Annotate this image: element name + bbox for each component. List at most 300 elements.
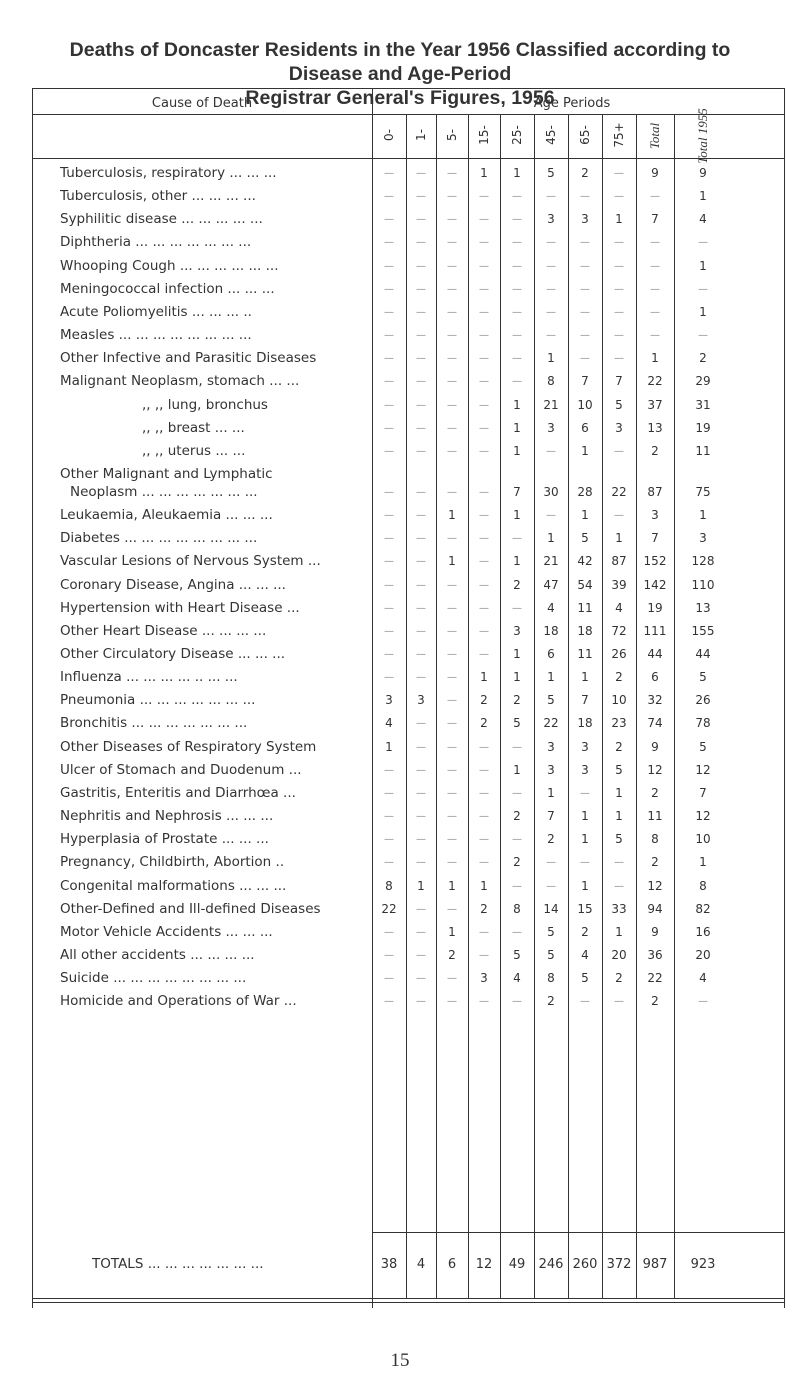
cause-label: Meningococcal infection ... ... ...	[60, 280, 275, 297]
table-cell: 3	[581, 762, 589, 777]
cause-label: Gastritis, Enteritis and Diarrhœa ...	[60, 784, 296, 801]
table-cell: —	[416, 168, 426, 179]
table-cell: 2	[480, 716, 488, 731]
table-row	[32, 231, 784, 254]
table-cell: —	[384, 926, 394, 938]
table-row	[32, 736, 784, 759]
table-cell: —	[447, 486, 457, 498]
table-cell: 3	[581, 212, 589, 227]
table-cell: 10	[577, 397, 593, 412]
table-cell: 15	[577, 901, 593, 916]
title-line-3: Registrar General's Figures, 1956	[245, 87, 555, 109]
table-cell: 8	[513, 901, 521, 916]
column-header-9: Total	[647, 122, 662, 150]
table-cell: 12	[647, 762, 663, 777]
table-cell: 87	[647, 484, 663, 499]
table-bottom-border-1	[32, 1298, 784, 1299]
table-cell: —	[546, 260, 556, 272]
table-cell: 3	[547, 762, 555, 777]
table-cell: —	[546, 330, 556, 342]
cause-label: ,, ,, breast ... ...	[142, 419, 245, 436]
table-row	[32, 301, 784, 324]
table-cell: —	[479, 764, 489, 776]
cause-label: Nephritis and Nephrosis ... ... ...	[60, 808, 274, 825]
table-cell: 37	[647, 397, 663, 412]
table-cell: —	[384, 625, 394, 637]
table-cell: —	[580, 260, 590, 272]
table-cell: —	[447, 834, 457, 846]
table-cell: —	[479, 579, 489, 591]
totals-cell: 12	[475, 1257, 493, 1272]
table-cell: —	[479, 996, 489, 1008]
table-right-border	[784, 88, 785, 1308]
table-cell: —	[512, 926, 522, 938]
table-cell: 1	[448, 878, 456, 893]
table-cell: 1	[581, 443, 589, 458]
table-cell: 21	[543, 397, 559, 412]
table-cell: —	[479, 625, 489, 637]
column-header-5: 25-	[510, 125, 524, 145]
table-cell: 111	[643, 623, 667, 638]
totals-cell: 372	[606, 1257, 632, 1272]
table-cell: —	[384, 260, 394, 272]
table-cell: 5	[615, 762, 623, 777]
table-cell: 9	[699, 166, 707, 180]
table-cell: 1	[651, 351, 659, 366]
table-cell: —	[416, 926, 426, 938]
table-row	[32, 370, 784, 393]
table-cell: —	[546, 510, 556, 522]
cause-label: Hypertension with Heart Disease ...	[60, 599, 300, 616]
table-cell: 2	[651, 443, 659, 458]
table-cell: 5	[513, 716, 521, 731]
table-cell: 19	[695, 420, 711, 435]
table-cell: 4	[385, 716, 393, 731]
table-cell: 12	[695, 762, 711, 777]
table-cell: 4	[547, 600, 555, 615]
totals-row	[32, 1256, 784, 1279]
table-cell: —	[447, 330, 457, 342]
table-cell: —	[512, 214, 522, 226]
table-cell: 3	[547, 739, 555, 754]
table-cell: —	[512, 787, 522, 799]
table-cell: —	[698, 237, 708, 249]
table-cell: 2	[513, 855, 521, 870]
table-cell: 128	[691, 554, 715, 569]
table-cell: 2	[513, 809, 521, 824]
table-cell: —	[416, 330, 426, 342]
table-cell: 6	[581, 420, 589, 435]
table-cell: —	[479, 283, 489, 295]
table-cell: 14	[543, 901, 559, 916]
table-cell: —	[447, 533, 457, 545]
column-header-1: 0-	[382, 129, 396, 141]
table-cell: 22	[647, 374, 663, 389]
table-cell: —	[546, 237, 556, 249]
table-cell: 23	[611, 716, 627, 731]
table-cell: —	[479, 649, 489, 660]
table-cell: 2	[480, 693, 488, 708]
table-row	[32, 278, 784, 301]
table-cell: —	[416, 764, 426, 776]
table-cell: —	[416, 602, 426, 614]
table-cell: —	[580, 191, 590, 203]
table-cell: 82	[695, 901, 711, 916]
column-header-divider	[32, 158, 784, 159]
table-cell: 5	[615, 832, 623, 847]
table-cell: —	[447, 422, 457, 434]
table-row	[32, 162, 784, 185]
table-cell: 1	[480, 670, 488, 685]
table-cell: —	[416, 811, 426, 823]
table-bottom-border-2	[32, 1302, 784, 1303]
table-cell: —	[698, 283, 708, 295]
table-cell: 142	[643, 577, 667, 592]
table-row	[32, 324, 784, 347]
cause-label: Other Malignant and Lymphatic	[60, 465, 273, 482]
table-cell: —	[650, 330, 660, 342]
table-cell: —	[512, 880, 522, 892]
cause-label: Other Diseases of Respiratory System	[60, 738, 317, 755]
table-cell: —	[384, 168, 394, 179]
table-cell: 3	[651, 508, 659, 523]
table-cell: —	[384, 330, 394, 342]
table-cell: —	[614, 283, 624, 295]
table-cell: —	[479, 556, 489, 568]
table-cell: —	[650, 260, 660, 272]
table-cell: —	[384, 399, 394, 411]
table-cell: 21	[543, 554, 559, 569]
cause-of-death-header: Cause of Death	[151, 96, 253, 111]
table-cell: 19	[647, 600, 663, 615]
table-row	[32, 185, 784, 208]
table-cell: —	[416, 741, 426, 753]
table-cell: —	[447, 695, 457, 707]
table-cell: 1	[480, 166, 488, 180]
table-cell: —	[546, 445, 556, 457]
table-cell: —	[512, 741, 522, 753]
table-cell: 8	[385, 878, 393, 893]
table-cell: 5	[547, 166, 555, 180]
table-cell: —	[614, 168, 624, 179]
table-cell: 9	[651, 166, 659, 180]
cause-label: Suicide ... ... ... ... ... ... ... ...	[60, 970, 247, 987]
table-cell: 4	[615, 600, 623, 615]
table-cell: —	[546, 857, 556, 869]
table-cell: 78	[695, 716, 711, 731]
table-cell: 2	[480, 901, 488, 916]
table-cell: —	[546, 880, 556, 892]
cause-label: Acute Poliomyelitis ... ... ... ..	[60, 303, 252, 320]
cause-label: Whooping Cough ... ... ... ... ... ...	[60, 257, 279, 274]
table-cell: 3	[547, 212, 555, 227]
table-cell: 7	[615, 374, 623, 389]
table-cell: —	[384, 579, 394, 591]
table-cell: —	[479, 811, 489, 823]
table-cell: 2	[581, 924, 589, 939]
table-cell: 54	[577, 577, 593, 592]
table-row	[32, 550, 784, 573]
table-cell: 39	[611, 577, 627, 592]
table-row	[32, 208, 784, 231]
table-cell: —	[384, 672, 394, 684]
table-cell: 2	[615, 670, 623, 685]
table-cell: 22	[647, 971, 663, 986]
table-cell: —	[614, 857, 624, 869]
table-cell: —	[512, 353, 522, 365]
table-cell: 2	[651, 785, 659, 800]
table-cell: —	[580, 857, 590, 869]
table-cell: —	[416, 191, 426, 203]
table-cell: —	[479, 353, 489, 365]
table-cell: —	[614, 996, 624, 1008]
table-row	[32, 828, 784, 851]
totals-cell: 4	[416, 1257, 426, 1272]
table-cell: 1	[513, 762, 521, 777]
cause-label: ,, ,, uterus ... ...	[142, 442, 246, 459]
table-cell: —	[384, 602, 394, 614]
totals-cell: 49	[508, 1257, 526, 1272]
cause-label: Motor Vehicle Accidents ... ... ...	[60, 923, 273, 940]
table-cell: —	[384, 973, 394, 985]
column-header-6: 45-	[544, 125, 558, 145]
table-cell: 42	[577, 554, 593, 569]
table-cell: 7	[547, 809, 555, 824]
table-cell: —	[447, 283, 457, 295]
table-cell: 1	[547, 670, 555, 685]
table-cell: 4	[581, 947, 589, 962]
table-cell: 3	[385, 693, 393, 708]
totals-cell: 260	[572, 1257, 598, 1272]
table-row	[32, 463, 784, 504]
table-cell: —	[614, 445, 624, 457]
table-cell: —	[512, 330, 522, 342]
table-cell: —	[512, 260, 522, 272]
table-cell: 3	[417, 693, 425, 708]
totals-cell: 38	[380, 1257, 398, 1272]
table-cell: 5	[581, 531, 589, 546]
table-cell: 12	[647, 878, 663, 893]
table-cell: —	[416, 718, 426, 730]
table-cell: 36	[647, 947, 663, 962]
table-cell: —	[384, 306, 394, 318]
table-row	[32, 620, 784, 643]
table-cell: 1	[448, 554, 456, 569]
table-cell: 18	[577, 716, 593, 731]
cause-label: Diabetes ... ... ... ... ... ... ... ...	[60, 530, 258, 547]
table-cell: 1	[581, 508, 589, 523]
table-cell: —	[580, 330, 590, 342]
table-cell: —	[447, 237, 457, 249]
column-header-2: 1-	[414, 129, 428, 141]
table-cell: —	[416, 787, 426, 799]
table-cell: 22	[543, 716, 559, 731]
table-cell: —	[479, 399, 489, 411]
table-cell: —	[479, 926, 489, 938]
table-cell: 3	[547, 420, 555, 435]
table-cell: —	[416, 556, 426, 568]
cause-label: Pregnancy, Childbirth, Abortion ..	[60, 854, 285, 871]
table-cell: 20	[695, 947, 711, 962]
table-cell: 74	[647, 716, 663, 731]
table-cell: 1	[448, 924, 456, 939]
table-cell: —	[580, 237, 590, 249]
table-cell: —	[479, 422, 489, 434]
table-cell: —	[416, 260, 426, 272]
cause-label: ,, ,, lung, bronchus	[142, 396, 268, 413]
table-row	[32, 574, 784, 597]
table-cell: 28	[577, 484, 593, 499]
table-cell: —	[479, 533, 489, 545]
table-cell: —	[447, 857, 457, 869]
table-cell: —	[384, 353, 394, 365]
table-cell: —	[580, 353, 590, 365]
table-cell: —	[479, 260, 489, 272]
table-cell: —	[447, 399, 457, 411]
table-cell: 10	[695, 832, 711, 847]
table-cell: —	[447, 741, 457, 753]
table-cell: 1	[699, 508, 707, 523]
cause-label: Ulcer of Stomach and Duodenum ...	[60, 761, 302, 778]
table-cell: 2	[581, 166, 589, 180]
table-cell: 5	[615, 397, 623, 412]
table-row	[32, 440, 784, 463]
age-periods-header: Age Periods	[533, 96, 611, 111]
table-cell: 26	[611, 647, 627, 661]
table-cell: —	[447, 903, 457, 915]
totals-cell: 987	[642, 1257, 668, 1272]
table-cell: 11	[695, 443, 711, 458]
table-cell: 5	[547, 924, 555, 939]
table-cell: —	[416, 445, 426, 457]
table-cell: 18	[543, 623, 559, 638]
table-cell: —	[384, 237, 394, 249]
table-cell: —	[384, 811, 394, 823]
table-cell: 1	[417, 878, 425, 893]
totals-label: TOTALS ... ... ... ... ... ... ...	[92, 1256, 264, 1272]
table-row	[32, 527, 784, 550]
table-cell: —	[416, 486, 426, 498]
table-cell: 3	[513, 623, 521, 638]
table-cell: —	[614, 353, 624, 365]
column-header-8: 75+	[612, 122, 626, 148]
table-cell: —	[416, 903, 426, 915]
table-cell: —	[384, 857, 394, 869]
table-cell: —	[479, 949, 489, 961]
table-cell: 33	[611, 901, 627, 916]
table-cell: 1	[513, 443, 521, 458]
table-cell: —	[650, 237, 660, 249]
table-row	[32, 944, 784, 967]
table-cell: 2	[699, 351, 707, 366]
totals-top-rule	[372, 1232, 784, 1233]
table-cell: 44	[647, 647, 663, 661]
table-cell: 2	[615, 971, 623, 986]
table-cell: 2	[448, 947, 456, 962]
table-cell: —	[384, 787, 394, 799]
table-cell: 5	[699, 670, 707, 685]
cause-label: Bronchitis ... ... ... ... ... ... ...	[60, 715, 248, 732]
table-cell: 8	[547, 971, 555, 986]
table-cell: —	[416, 996, 426, 1008]
table-row	[32, 255, 784, 278]
table-cell: 2	[651, 855, 659, 870]
table-cell: —	[384, 949, 394, 961]
table-cell: 32	[647, 693, 663, 708]
table-row	[32, 875, 784, 898]
table-cell: 1	[615, 531, 623, 546]
table-cell: 1	[385, 739, 393, 754]
table-cell: —	[384, 214, 394, 226]
cause-label: Influenza ... ... ... ... .. ... ...	[60, 669, 238, 686]
table-cell: —	[416, 422, 426, 434]
table-row	[32, 782, 784, 805]
table-cell: —	[447, 625, 457, 637]
table-cell: —	[580, 283, 590, 295]
table-cell: 3	[699, 531, 707, 546]
totals-cell: 246	[538, 1257, 564, 1272]
table-row	[32, 597, 784, 620]
table-cell: 26	[695, 693, 711, 708]
table-cell: 5	[581, 971, 589, 986]
table-cell: —	[384, 191, 394, 203]
table-cell: —	[650, 283, 660, 295]
cause-label: Coronary Disease, Angina ... ... ...	[60, 576, 286, 593]
table-cell: —	[512, 996, 522, 1008]
table-cell: —	[447, 973, 457, 985]
table-cell: —	[479, 214, 489, 226]
table-cell: 7	[581, 374, 589, 389]
table-row	[32, 504, 784, 527]
table-row	[32, 394, 784, 417]
table-cell: —	[416, 214, 426, 226]
table-cell: 3	[480, 971, 488, 986]
table-cell: —	[512, 306, 522, 318]
table-cell: 87	[611, 554, 627, 569]
table-cell: —	[447, 353, 457, 365]
table-cell: —	[479, 445, 489, 457]
table-cell: —	[447, 649, 457, 660]
table-cell: —	[384, 422, 394, 434]
table-cell: 2	[615, 739, 623, 754]
table-cell: —	[447, 811, 457, 823]
table-cell: —	[479, 510, 489, 522]
cause-label: Other Heart Disease ... ... ... ...	[60, 622, 267, 639]
table-row	[32, 898, 784, 921]
cause-label: Malignant Neoplasm, stomach ... ...	[60, 373, 300, 390]
table-cell: —	[512, 834, 522, 846]
table-top-border	[32, 88, 784, 89]
table-cell: 4	[699, 212, 707, 227]
table-cell: —	[479, 741, 489, 753]
totals-cell: 923	[690, 1257, 716, 1272]
cause-label: Diphtheria ... ... ... ... ... ... ...	[60, 234, 252, 251]
table-cell: 1	[581, 878, 589, 893]
table-cell: 1	[448, 508, 456, 523]
table-cell: —	[416, 834, 426, 846]
cause-label: All other accidents ... ... ... ...	[60, 946, 255, 963]
table-cell: 6	[651, 670, 659, 685]
cause-label: Tuberculosis, respiratory ... ... ...	[60, 165, 277, 181]
table-cell: 8	[651, 832, 659, 847]
table-cell: 152	[643, 554, 667, 569]
table-cell: 1	[513, 397, 521, 412]
cause-label: Other Infective and Parasitic Diseases	[60, 350, 317, 367]
table-cell: —	[447, 260, 457, 272]
table-cell: 1	[615, 809, 623, 824]
cause-label: Other Circulatory Disease ... ... ...	[60, 646, 286, 662]
table-cell: —	[650, 191, 660, 203]
